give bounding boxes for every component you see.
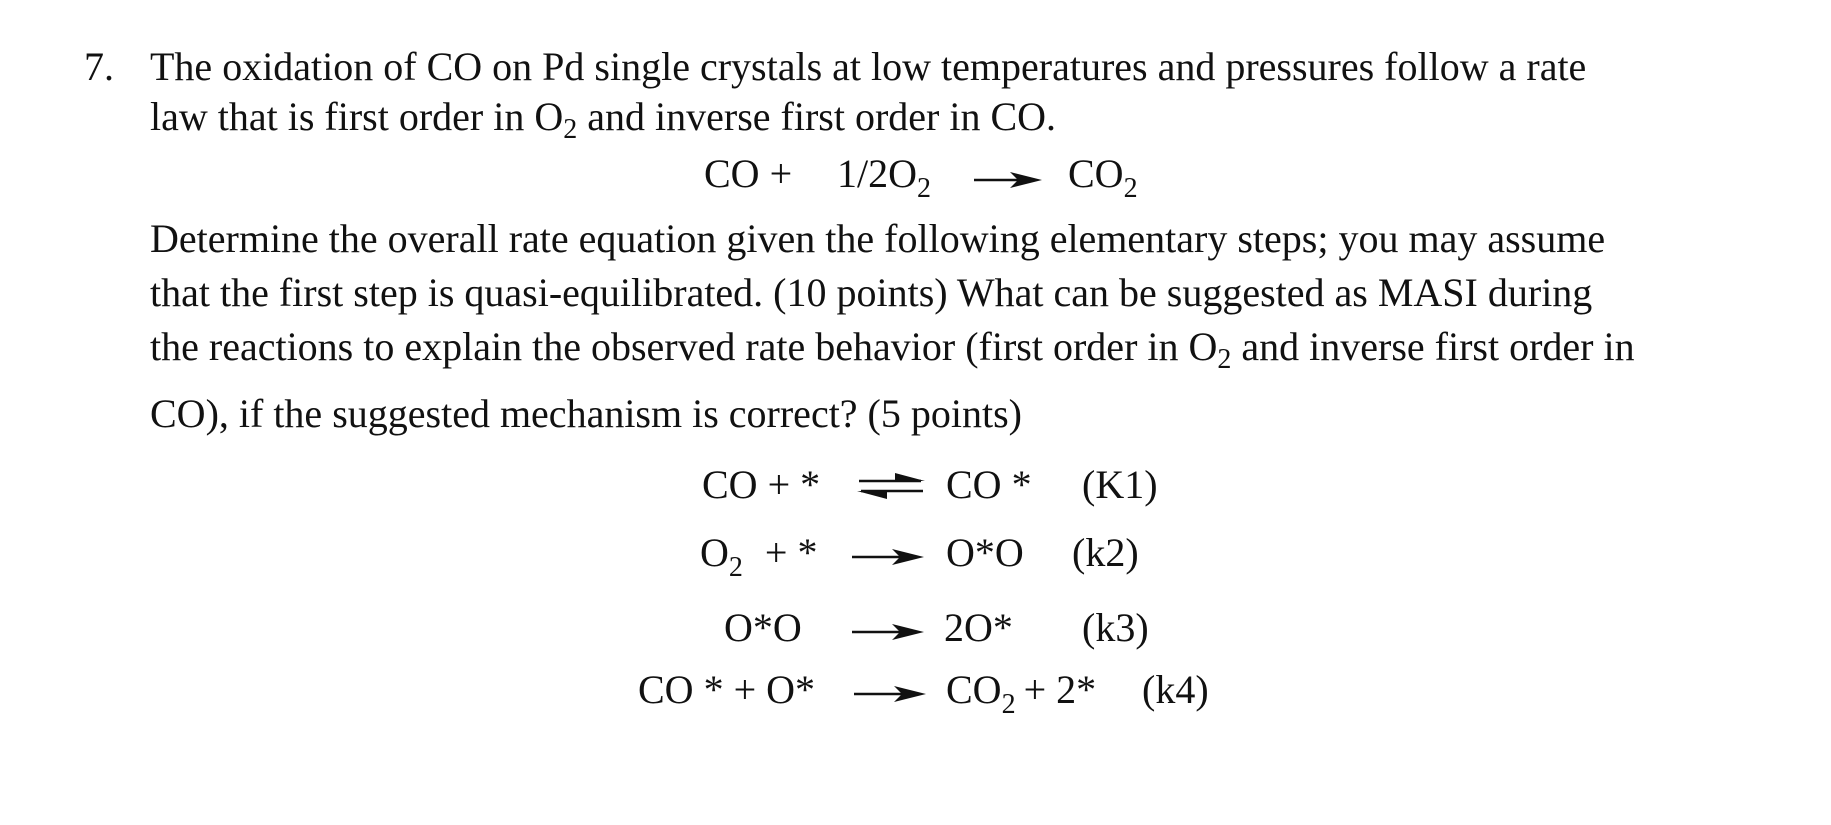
step-1-label: (K1) [1082, 462, 1158, 507]
overall-reactant-co: CO + [704, 151, 793, 196]
question-line-3: the reactions to explain the observed rate behavior (first order in $O_2$ and inverse first order in [150, 324, 1635, 375]
step-3-rhs: 2O* [944, 605, 1013, 650]
forward-arrow-icon [850, 545, 926, 569]
step-2-rhs: O*O [946, 530, 1024, 575]
equilibrium-arrow-icon [855, 471, 927, 501]
step-2-label: (k2) [1072, 530, 1139, 575]
forward-arrow-icon [850, 620, 926, 644]
problem-intro [150, 42, 1770, 155]
intro-line-2: law that is first order in $O_2$ and inverse first order in CO. [150, 94, 1057, 145]
step-1-lhs: CO + * [702, 462, 821, 507]
step-1-rhs: CO * [946, 462, 1032, 507]
question-line-4: CO), if the suggested mechanism is correct? (5 points) [150, 391, 1022, 436]
question-line-1: Determine the overall rate equation given the following elementary steps; you may assume [150, 216, 1606, 261]
problem-number: 7. [84, 44, 114, 89]
forward-arrow-icon [852, 682, 928, 706]
overall-product-co2: $CO_2$ [1068, 151, 1138, 204]
step-4-label: (k4) [1142, 667, 1209, 712]
intro-line-1: The oxidation of CO on Pd single crystals at low temperatures and pressures follow a rate [150, 44, 1587, 89]
question-line-2: that the first step is quasi-equilibrated. (10 points) What can be suggested as MASI during [150, 270, 1593, 315]
step-4-lhs: CO * + O* [638, 667, 816, 712]
step-2-lhs: $O_2$ + * [700, 530, 818, 583]
subscript: 2 [1217, 344, 1232, 375]
subscript: 2 [563, 114, 578, 145]
reaction-arrow-icon [972, 168, 1044, 192]
step-4-rhs: $CO_2 + 2*$ [946, 667, 1097, 720]
step-3-label: (k3) [1082, 605, 1149, 650]
step-3-lhs: O*O [724, 605, 802, 650]
question-paragraph [150, 212, 1790, 441]
overall-reactant-o2: $1/2O_2$ [837, 151, 931, 204]
